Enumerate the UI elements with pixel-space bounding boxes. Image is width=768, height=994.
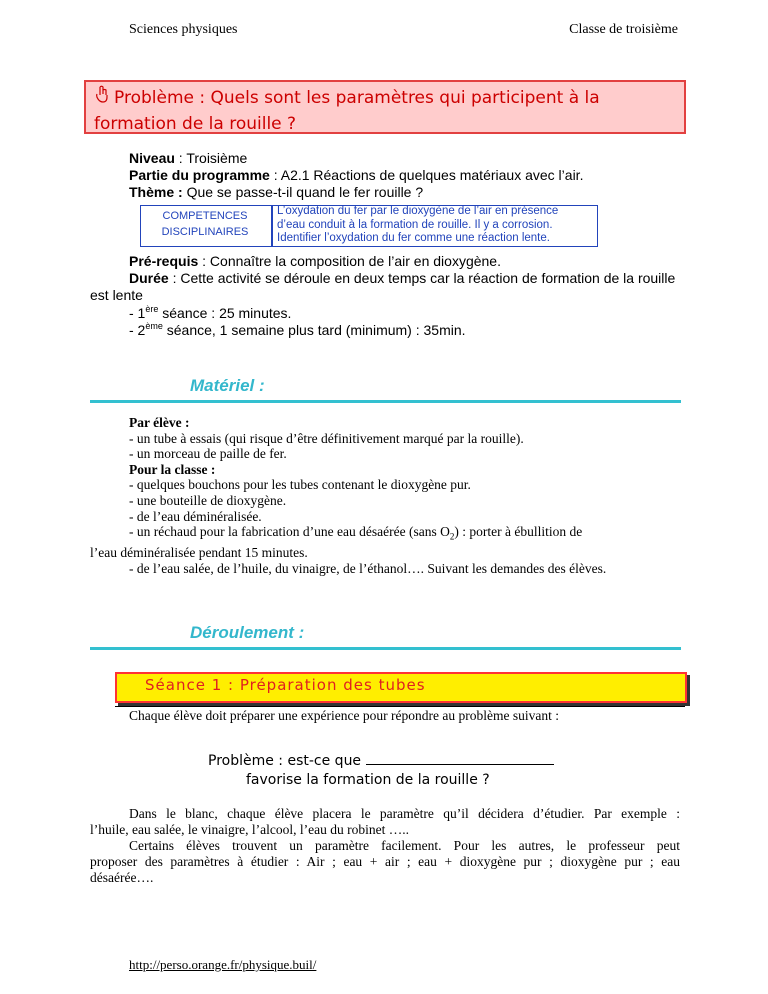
theme-line bbox=[129, 184, 423, 201]
seance1-problem-line1: Problème : est-ce que bbox=[208, 752, 554, 769]
seance1-underline bbox=[115, 706, 685, 707]
duree-value: : Cette activité se déroule en deux temps car la réaction de formation de la rouille est lente bbox=[90, 270, 676, 303]
list-item-rechaud-cont: l’eau déminéralisée pendant 15 minutes. bbox=[90, 545, 308, 561]
duree-line bbox=[90, 270, 680, 304]
duree-label: Durée bbox=[129, 270, 169, 286]
seance1-problem-line2: favorise la formation de la rouille ? bbox=[246, 772, 490, 788]
list-item: - un tube à essais (qui risque d’être définitivement marqué par la rouille). bbox=[129, 430, 524, 446]
prerequis-line bbox=[129, 253, 501, 270]
pour-classe-label: Pour la classe : bbox=[129, 461, 216, 477]
niveau-line bbox=[129, 150, 247, 167]
materiel-rule bbox=[90, 400, 681, 403]
list-item: - une bouteille de dioxygène. bbox=[129, 492, 287, 508]
prerequis-label: Pré-requis bbox=[129, 253, 199, 269]
seance2-duration: - 2ème séance, 1 semaine plus tard (minimum) : 35min. bbox=[129, 321, 466, 338]
seance1-paragraph-1: Dans le blanc, chaque élève placera le paramètre qu’il décidera d’étudier. Par exemple : l’huile, eau salée, le vinaigre, l’alcool, l’eau du robinet ….. bbox=[90, 806, 680, 837]
blank-field bbox=[366, 752, 554, 765]
seance1-title: Séance 1 : Préparation des tubes bbox=[145, 676, 426, 694]
list-item-rechaud: - un réchaud pour la fabrication d’une eau désaérée (sans $O_2$) : porter à ébullition de bbox=[129, 524, 583, 542]
problem-statement bbox=[94, 85, 654, 137]
problem-text: Problème : Quels sont les paramètres qui participent à la formation de la rouille ? bbox=[94, 88, 600, 134]
theme-label: Thème : bbox=[129, 184, 183, 200]
deroulement-title: Déroulement : bbox=[190, 623, 305, 642]
list-item: - de l’eau déminéralisée. bbox=[129, 508, 262, 524]
prerequis-value: : Connaître la composition de l’air en dioxygène. bbox=[198, 253, 501, 269]
list-item: - un morceau de paille de fer. bbox=[129, 446, 287, 462]
header-right: Classe de troisième bbox=[569, 22, 678, 37]
seance1-paragraph-2: Certains élèves trouvent un paramètre facilement. Pour les autres, le professeur peut proposer des paramètres à étudier : Air ; eau + air ; eau + dioxygène pur ; dioxygène pur ; eau désaérée…. bbox=[90, 838, 680, 885]
niveau-value: : Troisième bbox=[174, 150, 248, 166]
footer-link[interactable]: http://perso.orange.fr/physique.buil/ bbox=[129, 957, 317, 972]
competences-label: COMPETENCES DISCIPLINAIRES bbox=[161, 210, 249, 238]
niveau-label: Niveau bbox=[129, 150, 175, 166]
materiel-list bbox=[90, 415, 680, 577]
materiel-title: Matériel : bbox=[190, 376, 265, 395]
partie-label: Partie du programme bbox=[129, 167, 270, 183]
theme-value: Que se passe-t-il quand le fer rouille ? bbox=[182, 184, 424, 200]
partie-line bbox=[129, 167, 583, 184]
partie-value: : A2.1 Réactions de quelques matériaux avec l’air. bbox=[269, 167, 584, 183]
hand-pointing-icon bbox=[94, 85, 114, 111]
deroulement-rule bbox=[90, 647, 681, 650]
list-item: - quelques bouchons pour les tubes contenant le dioxygène pur. bbox=[129, 477, 471, 493]
list-item: - de l’eau salée, de l’huile, du vinaigre, de l’éthanol…. Suivant les demandes des élèves. bbox=[129, 561, 607, 577]
seance1-duration: - 1ère séance : 25 minutes. bbox=[129, 304, 292, 321]
par-eleve-label: Par élève : bbox=[129, 415, 190, 430]
seance1-intro: Chaque élève doit préparer une expérience pour répondre au problème suivant : bbox=[129, 708, 559, 723]
header-left: Sciences physiques bbox=[129, 22, 238, 37]
competences-text: L’oxydation du fer par le dioxygène de l’air en présence d’eau conduit à la formation de rouille. Il y a corrosion. Identifier l’oxydation du fer comme une réaction lente. bbox=[277, 205, 559, 244]
